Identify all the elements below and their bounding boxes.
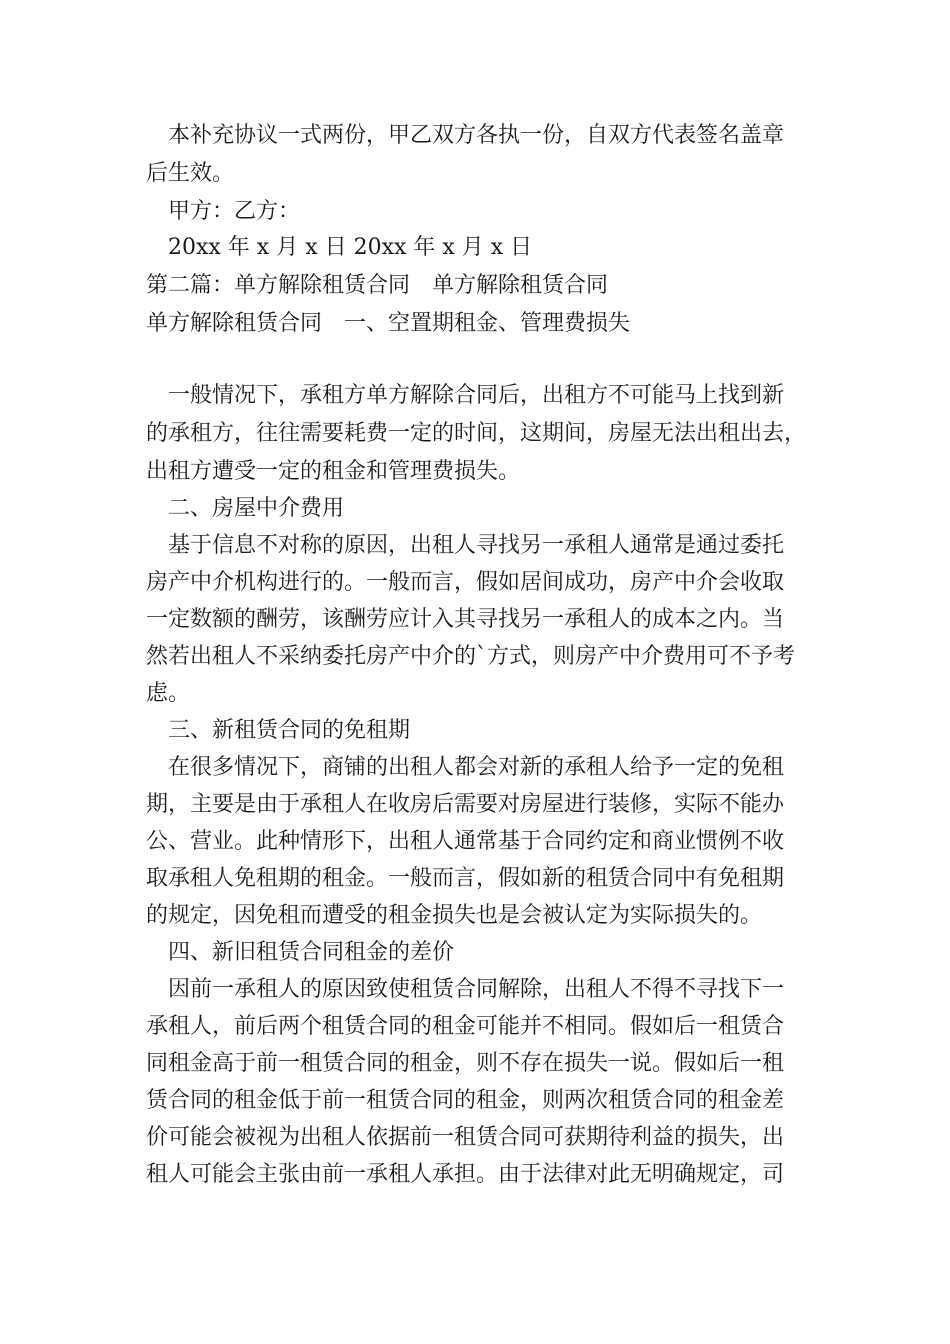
paragraph-line: 同租金高于前一租赁合同的租金，则不存在损失一说。假如后一租: [146, 1051, 785, 1076]
paragraph-line: 的规定，因免租而遭受的租金损失也是会被认定为实际损失的。: [146, 903, 763, 928]
paragraph-line: 因前一承租人的原因致使租赁合同解除，出租人不得不寻找下一: [146, 977, 785, 1002]
paragraph-line: 承租人，前后两个租赁合同的租金可能并不相同。假如后一租赁合: [146, 1014, 785, 1039]
paragraph-line: 的承租方，往往需要耗费一定的时间，这期间，房屋无法出租出去，: [146, 421, 807, 446]
paragraph-line: 房产中介机构进行的。一般而言，假如居间成功，房产中介会收取: [146, 570, 785, 595]
paragraph-line: 虑。: [146, 681, 191, 706]
subsection-heading: 二、房屋中介费用: [146, 496, 345, 521]
paragraph-line: 然若出租人不采纳委托房产中介的`方式，则房产中介费用可不予考: [146, 644, 796, 669]
paragraph-line: 公、营业。此种情形下，出租人通常基于合同约定和商业惯例不收: [146, 829, 785, 854]
paragraph-line: 价可能会被视为出租人依据前一租赁合同可获期待利益的损失，出: [146, 1125, 785, 1150]
paragraph-line: 本补充协议一式两份，甲乙双方各执一份，自双方代表签名盖章: [146, 123, 785, 148]
paragraph-line: 一般情况下，承租方单方解除合同后，出租方不可能马上找到新: [146, 383, 785, 408]
subsection-heading: 三、新租赁合同的免租期: [146, 718, 411, 743]
paragraph-line: 一定数额的酬劳，该酬劳应计入其寻找另一承租人的成本之内。当: [146, 607, 785, 632]
paragraph-line: 取承租人免租期的租金。一般而言，假如新的租赁合同中有免租期: [146, 866, 785, 891]
signature-parties-line: 甲方：乙方：: [146, 199, 301, 224]
paragraph-line: 赁合同的租金低于前一租赁合同的租金，则两次租赁合同的租金差: [146, 1088, 785, 1113]
section-heading: 单方解除租赁合同 一、空置期租金、管理费损失: [146, 311, 631, 336]
subsection-heading: 四、新旧租赁合同租金的差价: [146, 940, 455, 965]
paragraph-line: 出租方遭受一定的租金和管理费损失。: [146, 459, 521, 484]
paragraph-line: 后生效。: [146, 161, 235, 186]
paragraph-line: 在很多情况下，商铺的出租人都会对新的承租人给予一定的免租: [146, 755, 785, 780]
paragraph-line: 基于信息不对称的原因，出租人寻找另一承租人通常是通过委托: [146, 533, 785, 558]
section-heading: 第二篇：单方解除租赁合同 单方解除租赁合同: [146, 273, 609, 298]
signature-date-line: 20xx 年 x 月 x 日 20xx 年 x 月 x 日: [146, 235, 533, 260]
paragraph-line: 期，主要是由于承租人在收房后需要对房屋进行装修，实际不能办: [146, 792, 785, 817]
paragraph-line: 租人可能会主张由前一承租人承担。由于法律对此无明确规定，司: [146, 1162, 785, 1187]
